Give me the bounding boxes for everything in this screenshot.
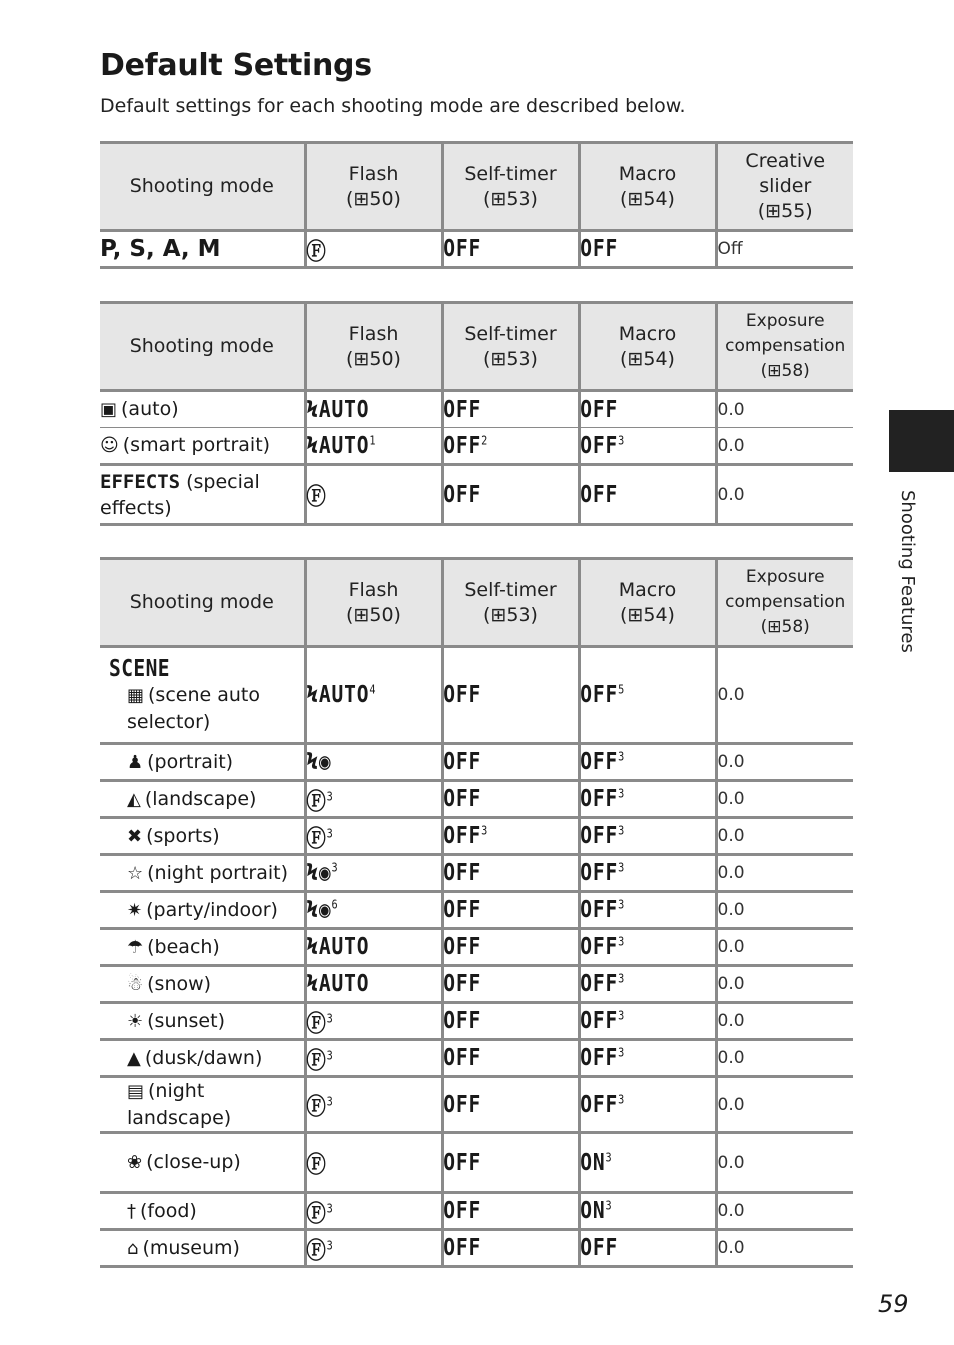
- mode-label: (scene auto selector): [127, 683, 260, 733]
- mode-cell: [100, 781, 305, 818]
- exposure-cell: 0.0: [716, 1003, 853, 1040]
- smile-face-icon: ☺: [100, 435, 119, 456]
- mode-cell: [100, 892, 305, 929]
- exposure-cell: 0.0: [716, 1133, 853, 1193]
- self-timer-cell: [442, 1077, 558, 1133]
- mode-label: (landscape): [144, 787, 257, 810]
- macro-value: OFF: [580, 682, 619, 708]
- self-timer-cell: OFF: [442, 465, 558, 525]
- side-tab-label: Shooting Features: [897, 490, 918, 653]
- mode-label: (night landscape): [127, 1080, 232, 1129]
- macro-cell: [579, 1003, 695, 1040]
- macro-cell: [579, 929, 695, 966]
- exposure-cell: 0.0: [716, 391, 853, 428]
- page-subtitle: Default settings for each shooting mode are described below.: [100, 95, 686, 117]
- scene-mode-icon: ✖: [127, 825, 143, 847]
- self-timer-value: OFF: [443, 971, 482, 997]
- page-number: 59: [878, 1290, 909, 1318]
- footnote: 3: [326, 788, 334, 803]
- self-timer-cell: [442, 781, 558, 818]
- flash-cell: Ⓕ: [305, 231, 421, 268]
- macro-value: OFF: [580, 1008, 619, 1034]
- table-row: [100, 1077, 853, 1133]
- macro-value: ON: [580, 1149, 606, 1176]
- self-timer-value: OFF: [443, 432, 482, 459]
- footnote: 3: [605, 1149, 613, 1164]
- exposure-cell: 0.0: [716, 966, 853, 1003]
- macro-value: ON: [580, 1198, 606, 1224]
- flash-cell: [305, 855, 421, 892]
- self-timer-value: OFF: [443, 897, 482, 923]
- exposure-cell: 0.0: [716, 929, 853, 966]
- self-timer-value: OFF: [443, 682, 482, 708]
- table-row: [100, 391, 853, 428]
- macro-value: OFF: [580, 860, 619, 886]
- self-timer-cell: OFF: [442, 391, 558, 428]
- scene-mode-icon: ❀: [127, 1152, 143, 1173]
- flash-value: Ⓕ: [306, 788, 327, 815]
- macro-cell: [579, 1133, 695, 1193]
- self-timer-cell: OFF: [442, 231, 558, 268]
- footnote: 3: [326, 1237, 334, 1252]
- self-timer-cell: [442, 1003, 558, 1040]
- footnote: 3: [618, 1008, 626, 1023]
- mode-cell: [100, 1133, 305, 1193]
- side-tab-marker: [889, 410, 954, 472]
- scene-auto-icon: ▦: [127, 684, 145, 706]
- exposure-cell: 0.0: [716, 1230, 853, 1267]
- flash-value: Ⓕ: [306, 825, 327, 852]
- header-self-timer: Self-timer (⊞53): [442, 143, 579, 231]
- self-timer-value: OFF: [443, 749, 482, 775]
- camera-icon: ▣: [100, 399, 118, 420]
- macro-value: OFF: [580, 897, 619, 923]
- exposure-cell: 0.0: [716, 647, 853, 744]
- mode-cell: [100, 465, 305, 525]
- mode-cell: [100, 966, 305, 1003]
- self-timer-cell: [442, 647, 558, 744]
- footnote: 3: [326, 1200, 334, 1215]
- table-row: [100, 231, 853, 268]
- self-timer-cell: [442, 428, 558, 465]
- footnote: 4: [369, 682, 377, 697]
- self-timer-value: OFF: [443, 1045, 482, 1071]
- table-row: [100, 1040, 853, 1077]
- header-flash: Flash (⊞50): [305, 143, 442, 231]
- table-row: [100, 647, 853, 744]
- table-row: [100, 781, 853, 818]
- table-row: [100, 1193, 853, 1230]
- flash-cell: [305, 818, 421, 855]
- mode-label: (special effects): [100, 470, 260, 519]
- footnote: 3: [605, 1198, 613, 1213]
- flash-cell: [305, 781, 421, 818]
- macro-cell: [579, 1040, 695, 1077]
- macro-cell: [579, 892, 695, 929]
- settings-table-scene-modes: [100, 557, 853, 1268]
- mode-label: (museum): [142, 1236, 240, 1259]
- mode-label: (close-up): [146, 1151, 241, 1173]
- scene-mode-icon: ✷: [127, 899, 143, 921]
- scene-mode-icon: ♟: [127, 751, 144, 773]
- mode-label: (beach): [147, 935, 220, 958]
- mode-cell: [100, 647, 305, 744]
- macro-cell: OFF: [579, 391, 695, 428]
- mode-cell: [100, 391, 305, 428]
- exposure-cell: 0.0: [716, 855, 853, 892]
- table-row: [100, 1003, 853, 1040]
- scene-mode-icon: ▲: [127, 1047, 141, 1069]
- flash-value: Ⓕ: [306, 1200, 327, 1227]
- table-row: [100, 966, 853, 1003]
- flash-cell: [305, 428, 421, 465]
- footnote: 3: [326, 1047, 334, 1062]
- exposure-cell: 0.0: [716, 1077, 853, 1133]
- flash-cell: ϞAUTO: [305, 391, 421, 428]
- self-timer-cell: [442, 1040, 558, 1077]
- header-flash: Flash (⊞50): [305, 303, 442, 391]
- flash-cell: [305, 647, 421, 744]
- macro-value: OFF: [580, 971, 619, 997]
- macro-cell: [579, 1230, 695, 1267]
- mode-cell: [100, 1040, 305, 1077]
- effects-icon: EFFECTS: [100, 470, 181, 493]
- header-shooting-mode: Shooting mode: [100, 303, 305, 391]
- self-timer-cell: [442, 1230, 558, 1267]
- exposure-cell: 0.0: [716, 781, 853, 818]
- footnote: 3: [618, 860, 626, 875]
- footnote: 3: [326, 1094, 334, 1109]
- scene-mode-icon: ☆: [127, 862, 144, 884]
- footnote: 3: [618, 1091, 626, 1106]
- macro-cell: [579, 855, 695, 892]
- macro-cell: [579, 1077, 695, 1133]
- self-timer-value: OFF: [443, 860, 482, 886]
- flash-cell: [305, 1040, 421, 1077]
- scene-mode-icon: ◭: [127, 788, 141, 810]
- macro-cell: [579, 781, 695, 818]
- header-macro: Macro (⊞54): [579, 143, 716, 231]
- mode-cell: [100, 231, 305, 268]
- mode-label: (sunset): [147, 1009, 225, 1032]
- table-row: [100, 1230, 853, 1267]
- table-row: [100, 428, 853, 465]
- exposure-cell: 0.0: [716, 1193, 853, 1230]
- exposure-cell: 0.0: [716, 428, 853, 465]
- flash-cell: [305, 892, 421, 929]
- mode-cell: [100, 744, 305, 781]
- footnote: 3: [618, 971, 626, 986]
- flash-value: Ⓕ: [306, 1010, 327, 1037]
- flash-value: ϞAUTO: [306, 432, 370, 459]
- flash-cell: [305, 1003, 421, 1040]
- mode-label: (night portrait): [147, 861, 289, 884]
- footnote: 3: [618, 749, 626, 764]
- macro-cell: [579, 744, 695, 781]
- mode-cell: [100, 428, 305, 465]
- macro-value: OFF: [580, 749, 619, 775]
- footnote: 3: [481, 823, 489, 838]
- mode-cell: [100, 929, 305, 966]
- header-self-timer: Self-timer (⊞53): [442, 559, 579, 647]
- self-timer-value: OFF: [443, 1149, 482, 1176]
- table-row: [100, 855, 853, 892]
- flash-value: ϞAUTO: [306, 971, 370, 997]
- mode-label: (dusk/dawn): [144, 1046, 263, 1069]
- footnote: 5: [618, 682, 626, 697]
- table-row: [100, 1133, 853, 1193]
- self-timer-cell: [442, 929, 558, 966]
- header-creative-slider: Creative slider (⊞55): [716, 143, 853, 231]
- flash-cell: [305, 744, 421, 781]
- mode-cell: [100, 818, 305, 855]
- macro-cell: OFF: [579, 465, 695, 525]
- macro-value: OFF: [580, 432, 619, 459]
- scene-mode-icon: ▤: [127, 1081, 145, 1102]
- table-row: [100, 892, 853, 929]
- self-timer-value: OFF: [443, 1198, 482, 1224]
- macro-value: OFF: [580, 1045, 619, 1071]
- flash-cell: [305, 929, 421, 966]
- settings-table-auto-modes: [100, 301, 853, 526]
- self-timer-cell: [442, 1133, 558, 1193]
- flash-cell: [305, 1193, 421, 1230]
- table-row: [100, 465, 853, 525]
- flash-cell: [305, 1133, 421, 1193]
- self-timer-value: OFF: [443, 1091, 482, 1118]
- mode-label: (snow): [147, 972, 212, 995]
- macro-cell: [579, 428, 695, 465]
- footnote: 3: [618, 1045, 626, 1060]
- flash-value: Ⓕ: [306, 1237, 327, 1264]
- macro-value: OFF: [580, 934, 619, 960]
- flash-value: Ⓕ: [306, 1094, 327, 1120]
- self-timer-cell: [442, 1193, 558, 1230]
- mode-cell: [100, 1193, 305, 1230]
- header-shooting-mode: Shooting mode: [100, 559, 305, 647]
- footnote: 3: [326, 825, 334, 840]
- self-timer-value: OFF: [443, 1008, 482, 1034]
- footnote: 2: [481, 432, 489, 447]
- flash-cell: [305, 966, 421, 1003]
- mode-label: (portrait): [147, 750, 234, 773]
- exposure-cell: 0.0: [716, 465, 853, 525]
- mode-label: (party/indoor): [146, 898, 278, 921]
- exposure-cell: 0.0: [716, 818, 853, 855]
- mode-label: (food): [140, 1199, 197, 1222]
- macro-value: OFF: [580, 823, 619, 849]
- flash-value: Ϟ◉: [306, 860, 332, 886]
- flash-value: ϞAUTO: [306, 682, 370, 708]
- flash-value: Ϟ◉: [306, 749, 332, 775]
- flash-value: Ⓕ: [306, 1152, 327, 1178]
- macro-cell: [579, 647, 695, 744]
- exposure-cell: 0.0: [716, 1040, 853, 1077]
- flash-value: ϞAUTO: [306, 934, 370, 960]
- header-self-timer: Self-timer (⊞53): [442, 303, 579, 391]
- scene-mode-icon: ☃: [127, 973, 144, 995]
- macro-value: OFF: [580, 1235, 619, 1261]
- footnote: 3: [618, 897, 626, 912]
- scene-mode-icon: ⌂: [127, 1237, 139, 1259]
- macro-cell: OFF: [579, 231, 695, 268]
- header-flash: Flash (⊞50): [305, 559, 442, 647]
- macro-cell: [579, 818, 695, 855]
- self-timer-value: OFF: [443, 786, 482, 812]
- header-shooting-mode: Shooting mode: [100, 143, 305, 231]
- self-timer-cell: [442, 892, 558, 929]
- scene-mode-icon: ☀: [127, 1010, 144, 1032]
- table-row: [100, 929, 853, 966]
- self-timer-cell: [442, 744, 558, 781]
- scene-mode-icon: †: [127, 1200, 136, 1222]
- footnote: 3: [326, 1010, 334, 1025]
- footnote: 3: [618, 823, 626, 838]
- footnote: 1: [369, 432, 377, 447]
- mode-label: (auto): [121, 398, 179, 420]
- footnote: 3: [331, 860, 339, 875]
- mode-cell: [100, 855, 305, 892]
- macro-cell: [579, 1193, 695, 1230]
- self-timer-cell: [442, 855, 558, 892]
- mode-label: (sports): [146, 824, 220, 847]
- header-macro: Macro (⊞54): [579, 559, 716, 647]
- page-title: Default Settings: [100, 48, 372, 83]
- header-exposure-compensation: Exposure compensation (⊞58): [716, 559, 853, 647]
- flash-cell: [305, 1077, 421, 1133]
- macro-cell: [579, 966, 695, 1003]
- self-timer-value: OFF: [443, 1235, 482, 1261]
- mode-cell: [100, 1003, 305, 1040]
- table-row: [100, 818, 853, 855]
- flash-value: Ⓕ: [306, 1047, 327, 1074]
- self-timer-cell: [442, 818, 558, 855]
- mode-cell: [100, 1077, 305, 1133]
- creative-slider-cell: Off: [716, 231, 853, 268]
- macro-value: OFF: [580, 786, 619, 812]
- self-timer-value: OFF: [443, 823, 482, 849]
- footnote: 6: [331, 897, 339, 912]
- exposure-cell: 0.0: [716, 892, 853, 929]
- self-timer-cell: [442, 966, 558, 1003]
- settings-table-psam: [100, 141, 853, 269]
- footnote: 3: [618, 934, 626, 949]
- self-timer-value: OFF: [443, 934, 482, 960]
- exposure-cell: 0.0: [716, 744, 853, 781]
- footnote: 3: [618, 786, 626, 801]
- mode-label: (smart portrait): [122, 434, 271, 456]
- flash-cell: Ⓕ: [305, 465, 421, 525]
- mode-label: P, S, A, M: [100, 235, 221, 262]
- scene-mode-icon: ☂: [127, 936, 144, 958]
- macro-value: OFF: [580, 1091, 619, 1118]
- table-row: [100, 744, 853, 781]
- header-exposure-compensation: Exposure compensation (⊞58): [716, 303, 853, 391]
- flash-value: Ϟ◉: [306, 897, 332, 923]
- mode-cell: [100, 1230, 305, 1267]
- flash-cell: [305, 1230, 421, 1267]
- header-macro: Macro (⊞54): [579, 303, 716, 391]
- footnote: 3: [618, 432, 626, 447]
- scene-label: SCENE: [109, 655, 170, 682]
